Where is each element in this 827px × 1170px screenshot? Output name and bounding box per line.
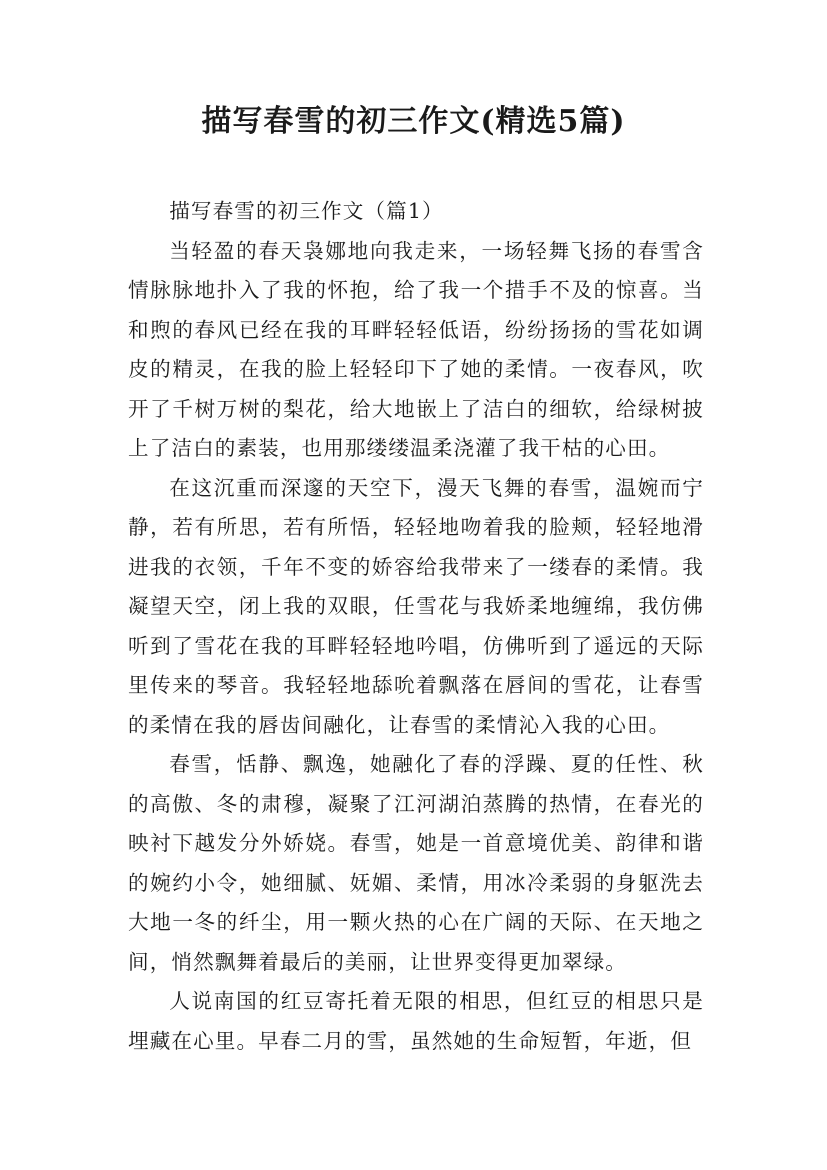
section-heading: 描写春雪的初三作文（篇1） [169,199,444,223]
paragraph: 人说南国的红豆寄托着无限的相思，但红豆的相思只是埋藏在心里。早春二月的雪，虽然她的生命短暂，年逝，但 [128,989,704,1053]
paragraph: 春雪，恬静、飘逸，她融化了春的浮躁、夏的任性、秋的高傲、冬的肃穆，凝聚了江河湖泊蒸腾的热情，在春光的映衬下越发分外娇娆。春雪，她是一首意境优美、韵律和谐的婉约小令，她细腻、妩媚、柔情，用冰冷柔弱的身躯洗去大地一冬的纤尘，用一颗火热的心在广阔的天际、在天地之间，悄然飘舞着最后的美丽，让世界变得更加翠绿。 [128,752,704,974]
paragraph: 在这沉重而深邃的天空下，漫天飞舞的春雪，温婉而宁静，若有所思，若有所悟，轻轻地吻着我的脸颊，轻轻地滑进我的衣领，千年不变的娇容给我带来了一缕春的柔情。我凝望天空，闭上我的双眼，任雪花与我娇柔地缠绵，我仿佛听到了雪花在我的耳畔轻轻地吟唱，仿佛听到了遥远的天际里传来的琴音。我轻轻地舔吮着飘落在唇间的雪花，让春雪的柔情在我的唇齿间融化，让春雪的柔情沁入我的心田。 [128,475,704,737]
paragraph: 当轻盈的春天袅娜地向我走来，一场轻舞飞扬的春雪含情脉脉地扑入了我的怀抱，给了我一个措手不及的惊喜。当和煦的春风已经在我的耳畔轻轻低语，纷纷扬扬的雪花如调皮的精灵，在我的脸上轻轻印下了她的柔情。一夜春风，吹开了千树万树的梨花，给大地嵌上了洁白的细软，给绿树披上了洁白的素装，也用那缕缕温柔浇灌了我干枯的心田。 [128,238,704,460]
document-title: 描写春雪的初三作文(精选5篇) [201,104,626,139]
document-body [128,192,704,1061]
